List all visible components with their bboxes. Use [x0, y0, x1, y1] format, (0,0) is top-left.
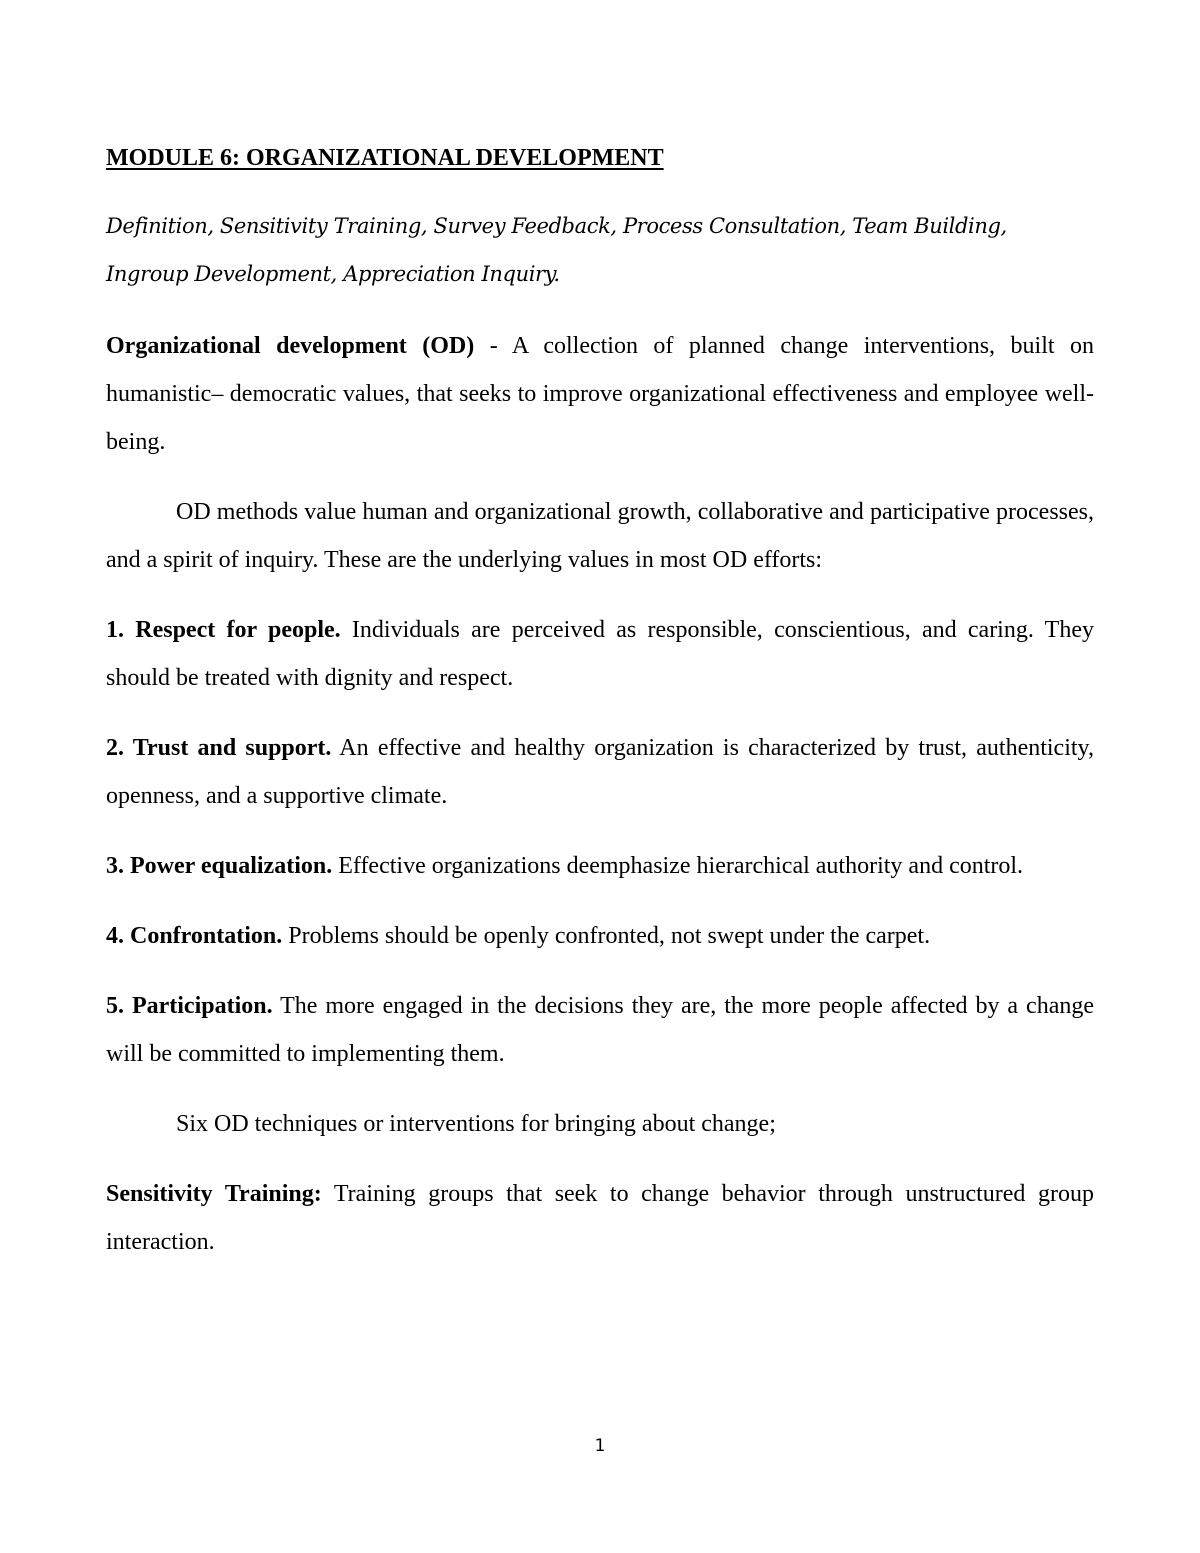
value-item-term: 4. Confrontation. [106, 923, 283, 949]
value-item-term: 1. Respect for people. [106, 617, 341, 643]
value-item [106, 842, 1094, 890]
value-item [106, 724, 1094, 820]
value-item-term: 2. Trust and support. [106, 735, 332, 761]
od-definition-term: Organizational development (OD) [106, 333, 475, 359]
od-methods-paragraph: OD methods value human and organizational growth, collaborative and participative processes, and a spirit of inquiry. These are the underlying values in most OD efforts: [106, 499, 1094, 573]
value-item [106, 912, 1094, 960]
sensitivity-training-term: Sensitivity Training: [106, 1181, 322, 1207]
sensitivity-training-paragraph [106, 1170, 1094, 1266]
od-definition-text: - A collection of planned change interventions, built on humanistic– democratic values, that seeks to improve organizational effectiveness and employee well-being. [106, 333, 1094, 455]
value-item-text: Effective organizations deemphasize hierarchical authority and control. [332, 853, 1024, 879]
value-item-text: An effective and healthy organization is characterized by trust, authenticity, openness, and a supportive climate. [106, 735, 1094, 809]
sensitivity-training-text: Training groups that seek to change behavior through unstructured group interaction. [106, 1181, 1094, 1255]
value-item-term: 3. Power equalization. [106, 853, 333, 879]
value-item-text: The more engaged in the decisions they are, the more people affected by a change will be committed to implementing them. [106, 993, 1094, 1067]
document-body [106, 140, 1094, 1266]
techniques-intro: Six OD techniques or interventions for bringing about change; [176, 1111, 776, 1137]
value-item [106, 982, 1094, 1078]
value-item [106, 606, 1094, 702]
page-number: 1 [594, 1436, 606, 1456]
value-item-text: Problems should be openly confronted, not swept under the carpet. [282, 923, 931, 949]
topics-list: Definition, Sensitivity Training, Survey Feedback, Process Consultation, Team Building, Ingroup Development, Appreciation Inquiry. [106, 214, 1007, 286]
value-item-text: Individuals are perceived as responsible, conscientious, and caring. They should be treated with dignity and respect. [106, 617, 1094, 691]
module-heading: MODULE 6: ORGANIZATIONAL DEVELOPMENT [106, 145, 664, 171]
value-item-term: 5. Participation. [106, 993, 273, 1019]
od-definition-paragraph [106, 322, 1094, 466]
